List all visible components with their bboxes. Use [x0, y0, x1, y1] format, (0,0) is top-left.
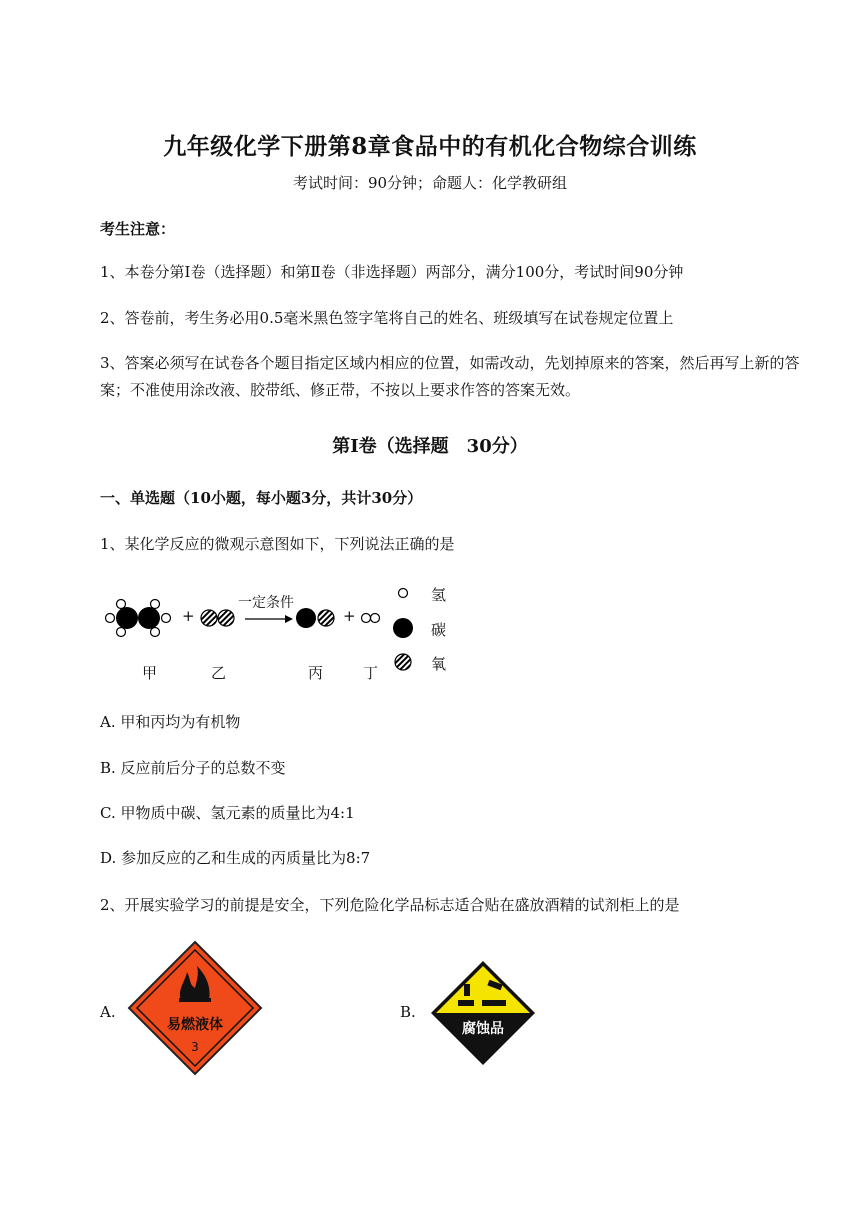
label-ding: 丁 [363, 664, 379, 682]
flammable-sign-text: 易燃液体 [167, 1017, 223, 1033]
corrosive-sign [430, 960, 536, 1066]
question-1-option-b: B. 反应前后分子的总数不变 [100, 759, 286, 777]
flammable-liquid-sign [127, 940, 263, 1076]
question-1-option-a: A. 甲和丙均为有机物 [100, 713, 241, 731]
page-title: 九年级化学下册第8章食品中的有机化合物综合训练 [163, 133, 697, 160]
notice-heading: 考生注意： [100, 220, 176, 238]
reaction-condition: 一定条件 [238, 595, 294, 611]
question-2-option-a-label: A. [100, 1003, 116, 1021]
question-1-stem: 1、某化学反应的微观示意图如下，下列说法正确的是 [100, 535, 455, 553]
legend-carbon: 碳 [431, 621, 447, 639]
notice-item-2: 2、答卷前，考生务必用0.5毫米黑色签字笔将自己的姓名、班级填写在试卷规定位置上 [100, 309, 674, 327]
plus-sign: + [182, 607, 195, 625]
question-2-option-b-label: B. [400, 1003, 416, 1021]
section-title: 第Ⅰ卷（选择题 30分） [332, 436, 528, 457]
label-yi: 乙 [211, 664, 227, 682]
label-jia: 甲 [142, 664, 158, 682]
question-2-stem: 2、开展实验学习的前提是安全，下列危险化学品标志适合贴在盛放酒精的试剂柜上的是 [100, 896, 680, 914]
molecule-bing [296, 608, 334, 628]
reaction-diagram [100, 578, 460, 688]
part-title: 一、单选题（10小题，每小题3分，共计30分） [100, 489, 423, 507]
plus-sign: + [343, 607, 356, 625]
exam-info: 考试时间：90分钟；命题人：化学教研组 [292, 174, 568, 192]
flammable-sign-number: 3 [191, 1040, 199, 1054]
molecule-ding [362, 614, 380, 623]
question-1-option-c: C. 甲物质中碳、氢元素的质量比为4:1 [100, 804, 355, 822]
molecule-jia [106, 600, 171, 637]
notice-item-3: 3、答案必须写在试卷各个题目指定区域内相应的位置，如需改动，先划掉原来的答案，然后再写上新的答案；不准使用涂改液、胶带纸、修正带，不按以上要求作答的答案无效。 [100, 354, 800, 399]
legend-symbols [393, 589, 413, 671]
corrosive-sign-text: 腐蚀品 [462, 1021, 504, 1037]
question-1-option-d: D. 参加反应的乙和生成的丙质量比为8:7 [100, 849, 371, 867]
notice-item-1: 1、本卷分第Ⅰ卷（选择题）和第Ⅱ卷（非选择题）两部分，满分100分，考试时间90分钟 [100, 263, 684, 281]
molecule-yi [201, 610, 234, 626]
label-bing: 丙 [308, 664, 324, 682]
legend-oxygen: 氧 [431, 655, 447, 673]
legend-hydrogen: 氢 [431, 586, 447, 604]
